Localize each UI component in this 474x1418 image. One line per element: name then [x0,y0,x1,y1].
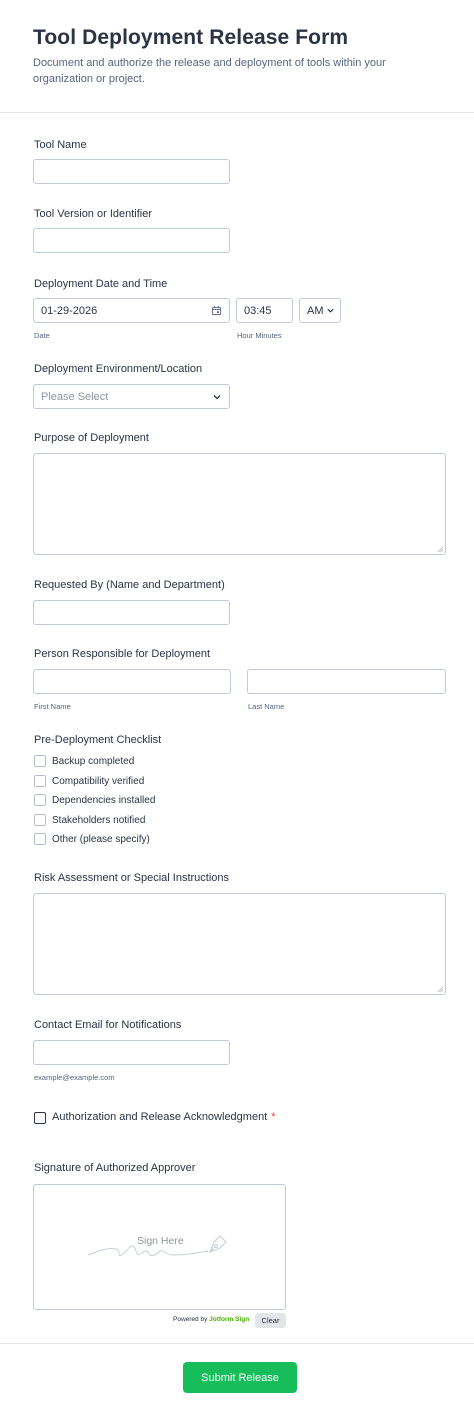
requested-by-input[interactable] [33,600,230,625]
signature-placeholder: Sign Here [137,1235,184,1247]
checklist-item[interactable] [34,813,145,827]
checkbox[interactable] [34,775,46,787]
footer-divider [0,1343,474,1344]
time-sublabel: Hour Minutes [237,331,282,340]
email-sublabel: example@example.com [34,1073,115,1082]
form-header [0,0,474,113]
responsible-label: Person Responsible for Deployment [34,648,211,660]
required-mark: * [271,1111,276,1123]
date-value: 01-29-2026 [41,304,98,317]
checklist-item-label: Backup completed [52,755,135,767]
tool-name-label: Tool Name [34,139,87,151]
checklist-item[interactable] [34,832,150,846]
tool-name-input[interactable] [33,159,230,184]
form-title: Tool Deployment Release Form [33,26,349,49]
date-input[interactable] [33,298,230,323]
signature-powered-by [173,1316,249,1323]
risk-label: Risk Assessment or Special Instructions [34,872,230,884]
environment-select[interactable] [33,384,230,409]
form-subtitle: Document and authorize the release and deployment of tools within your organization or project. [33,57,386,85]
acknowledgment-text: Authorization and Release Acknowledgment [52,1111,268,1123]
resize-grip-icon[interactable] [437,986,443,992]
tool-version-input[interactable] [33,228,230,253]
checklist-item-label: Stakeholders notified [52,814,146,826]
first-name-sublabel: First Name [34,702,71,711]
last-name-sublabel: Last Name [248,702,285,711]
date-sublabel: Date [34,331,50,340]
deployment-datetime-label: Deployment Date and Time [34,278,168,290]
time-input[interactable]: 03:45 [236,298,293,323]
signature-pad[interactable] [33,1184,286,1310]
checkbox[interactable] [34,794,46,806]
requested-by-label: Requested By (Name and Department) [34,579,225,591]
clear-signature-button[interactable]: Clear [255,1313,286,1328]
chevron-down-icon [326,306,335,315]
first-name-input[interactable] [33,669,231,694]
submit-button[interactable]: Submit Release [183,1362,297,1393]
acknowledgment-label[interactable] [52,1111,276,1123]
jotform-sign-brand: Jotform Sign [209,1316,250,1323]
checkbox[interactable] [34,814,46,826]
environment-label: Deployment Environment/Location [34,363,203,375]
email-label: Contact Email for Notifications [34,1019,182,1031]
chevron-down-icon [212,392,222,402]
purpose-textarea[interactable] [33,453,446,555]
purpose-label: Purpose of Deployment [34,432,149,444]
ampm-select[interactable] [299,298,341,323]
powered-by-text: Powered by [173,1316,208,1323]
email-input[interactable] [33,1040,230,1065]
risk-textarea[interactable] [33,893,446,995]
checklist-item[interactable] [34,774,144,788]
checklist-item-label: Compatibility verified [52,775,145,787]
checkbox[interactable] [34,833,46,845]
pen-nib-icon [206,1232,230,1256]
checklist-item-label: Dependencies installed [52,794,156,806]
checklist-item[interactable] [34,754,134,768]
last-name-input[interactable] [247,669,446,694]
ampm-value: AM [307,304,324,317]
tool-version-label: Tool Version or Identifier [34,208,153,220]
signature-label: Signature of Authorized Approver [34,1162,196,1174]
checklist-label: Pre-Deployment Checklist [34,734,162,746]
acknowledgment-checkbox[interactable] [34,1112,46,1124]
checklist-item[interactable] [34,793,155,807]
resize-grip-icon[interactable] [437,546,443,552]
environment-placeholder: Please Select [41,390,109,403]
checkbox[interactable] [34,755,46,767]
calendar-icon[interactable] [211,305,222,316]
checklist-item-label: Other (please specify) [52,833,150,845]
